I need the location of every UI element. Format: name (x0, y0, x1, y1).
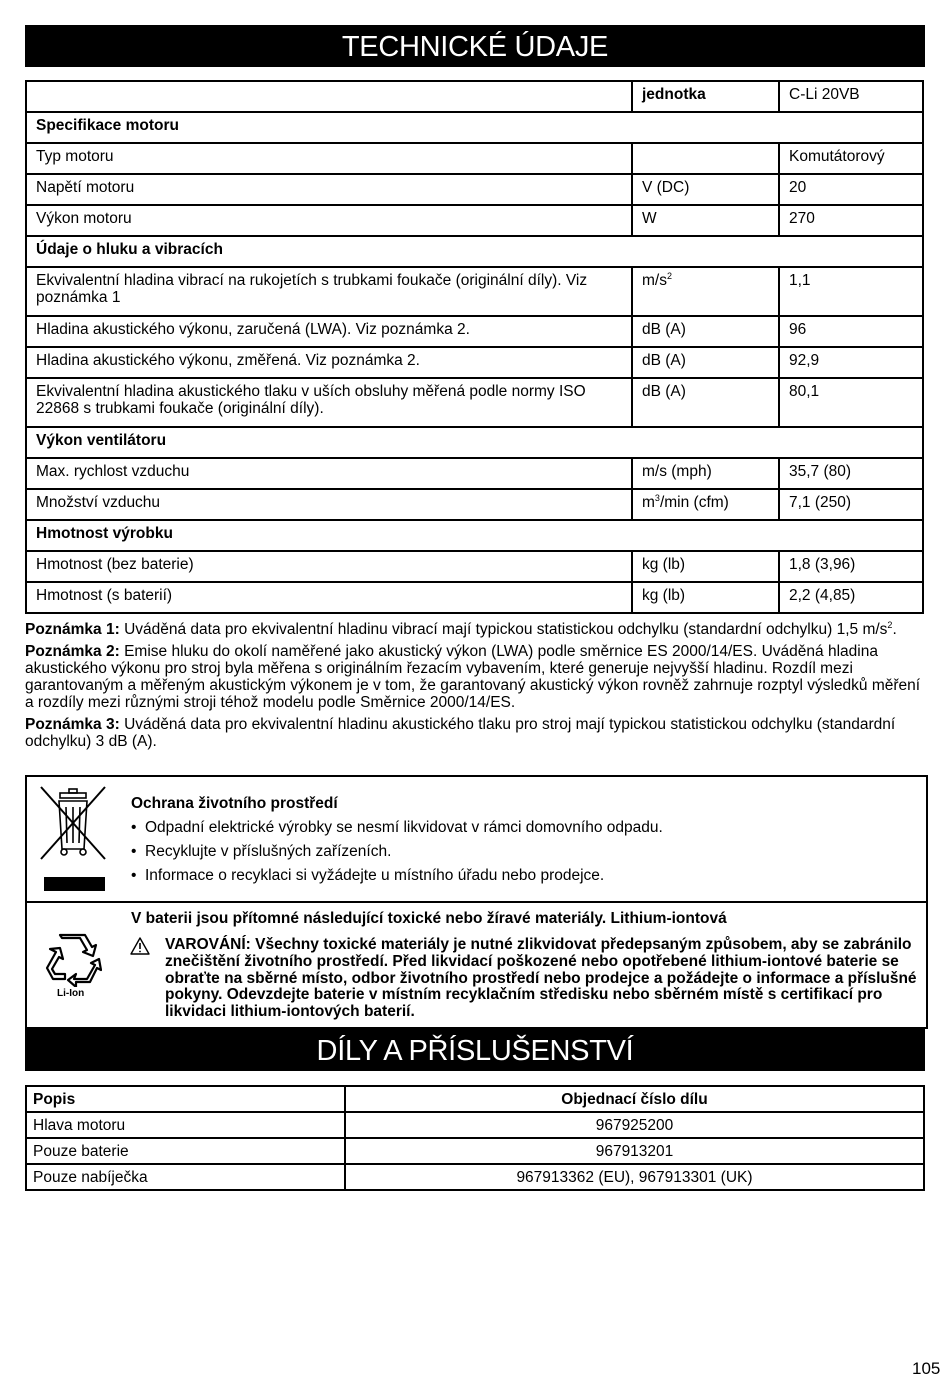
row-label: Napětí motoru (26, 174, 632, 205)
environment-heading: Ochrana životního prostředí (131, 795, 338, 812)
note-exponent: 2 (887, 620, 893, 630)
item-text: Informace o recyklaci si vyžádejte u místního úřadu nebo prodejce. (145, 867, 605, 884)
row-value: Komutátorový (779, 143, 923, 174)
table-row (26, 458, 923, 489)
table-row (26, 551, 923, 582)
item-text: Odpadní elektrické výrobky se nesmí likvidovat v rámci domovního odpadu. (145, 819, 663, 836)
list-item (131, 819, 663, 843)
note-end: . (892, 621, 897, 638)
note-text: Uváděná data pro ekvivalentní hladinu vibrací mají typickou statistickou odchylku (standardní odchylku) 1,5 m/s (119, 621, 888, 638)
section-row (26, 427, 923, 458)
table-row (26, 378, 923, 427)
part-number: 967925200 (345, 1112, 924, 1138)
row-label: Typ motoru (26, 143, 632, 174)
part-description: Hlava motoru (26, 1112, 345, 1138)
row-unit: kg (lb) (632, 582, 779, 613)
section-row (26, 520, 923, 551)
bullet: • (131, 843, 137, 860)
crossed-bin-icon (36, 783, 110, 863)
table-row (26, 143, 923, 174)
unit-base: m (642, 494, 655, 511)
row-label: Hladina akustického výkonu, změřená. Viz poznámka 2. (26, 347, 632, 378)
unit-column-header: jednotka (632, 81, 779, 112)
row-label: Hmotnost (bez baterie) (26, 551, 632, 582)
row-unit: dB (A) (632, 316, 779, 347)
tech-data-title: TECHNICKÉ ÚDAJE (25, 25, 925, 67)
section-weight: Hmotnost výrobku (26, 520, 923, 551)
note-label: Poznámka 2: (25, 643, 120, 660)
row-label: Max. rychlost vzduchu (26, 458, 632, 489)
unit-exponent: 3 (654, 493, 660, 503)
table-row (26, 205, 923, 236)
table-row (26, 489, 923, 520)
row-label: Hladina akustického výkonu, zaručená (LWA). Viz poznámka 2. (26, 316, 632, 347)
section-row (26, 236, 923, 267)
note-label: Poznámka 3: (25, 716, 120, 733)
row-value: 7,1 (250) (779, 489, 923, 520)
li-ion-label: Li-Ion (57, 988, 85, 999)
note-text: Emise hluku do okolí naměřené jako akustický výkon (LWA) podle směrnice ES 2000/14/ES. Uváděná hladina akustického výkonu pro stroj byla měřena s originálním řezacím vybavením, které generuje nejvyšší hladinu. Rozdíl mezi garantovaným a měřeným akustickým výkonem je v tom, že garantovaný akustický výkon rovněž zahrnuje rozptyl výsledků měření a rozdíly mezi různými stroji téhož modelu podle Směrnice 2000/14/ES. (25, 643, 921, 711)
note-text: Uváděná data pro ekvivalentní hladinu akustického tlaku pro stroj mají typickou statistickou odchylku (standardní odchylku) 3 dB (A). (25, 716, 896, 750)
row-unit: kg (lb) (632, 551, 779, 582)
row-value: 92,9 (779, 347, 923, 378)
battery-heading: V baterii jsou přítomné následující toxické nebo žíravé materiály. Lithium-iontová (131, 910, 727, 927)
unit-base: m/s (642, 272, 667, 289)
header-order-number: Objednací číslo dílu (345, 1086, 924, 1112)
part-number: 967913201 (345, 1138, 924, 1164)
page-number: 105 (912, 1359, 941, 1378)
section-noise: Údaje o hluku a vibracích (26, 236, 923, 267)
row-unit: dB (A) (632, 347, 779, 378)
row-unit: V (DC) (632, 174, 779, 205)
parts-title: DÍLY A PŘÍSLUŠENSTVÍ (25, 1029, 925, 1071)
item-text: Recyklujte v příslušných zařízeních. (145, 843, 392, 860)
row-value: 1,1 (779, 267, 923, 316)
table-row (26, 81, 923, 112)
table-row (26, 347, 923, 378)
section-fan: Výkon ventilátoru (26, 427, 923, 458)
row-unit (632, 489, 779, 520)
section-row (26, 112, 923, 143)
note-3 (25, 716, 927, 750)
row-unit: dB (A) (632, 378, 779, 427)
row-unit (632, 143, 779, 174)
unit-exponent: 2 (666, 271, 672, 281)
battery-warning: VAROVÁNÍ: Všechny toxické materiály je nutné zlikvidovat předepsaným způsobem, aby se zabránilo znečištění životního prostředí. Před likvidací poškozené nebo opotřebené lithium-iontové baterie se obraťte na sběrné místo, odbor životního prostředí nebo prodejce a požádejte o informace a příslušné pokyny. Odevzdejte baterie v místním recyklačním středisku nebo sběrném místě s certifikací pro likvidaci lithium-iontových baterií. (165, 936, 917, 1021)
section-motor: Specifikace motoru (26, 112, 923, 143)
part-description: Pouze baterie (26, 1138, 345, 1164)
notes (25, 621, 927, 755)
part-number: 967913362 (EU), 967913301 (UK) (345, 1164, 924, 1190)
row-label: Ekvivalentní hladina akustického tlaku v uších obsluhy měřená podle normy ISO 22868 s trubkami foukače (originální díly). (26, 378, 632, 427)
warning-icon (130, 937, 150, 955)
table-row (26, 1138, 924, 1164)
row-value: 35,7 (80) (779, 458, 923, 489)
note-label: Poznámka 1: (25, 621, 120, 638)
header-description: Popis (26, 1086, 345, 1112)
note-2 (25, 643, 927, 711)
divider (27, 901, 926, 903)
tech-data-table (25, 80, 924, 614)
row-value: 270 (779, 205, 923, 236)
row-unit: W (632, 205, 779, 236)
row-label: Množství vzduchu (26, 489, 632, 520)
model-column-header: C-Li 20VB (779, 81, 923, 112)
table-row (26, 1164, 924, 1190)
list-item (131, 867, 663, 891)
parts-table (25, 1085, 925, 1191)
part-description: Pouze nabíječka (26, 1164, 345, 1190)
bullet: • (131, 867, 137, 884)
row-unit (632, 267, 779, 316)
row-value: 96 (779, 316, 923, 347)
table-row (26, 174, 923, 205)
row-value: 2,2 (4,85) (779, 582, 923, 613)
note-1 (25, 621, 927, 638)
table-row (26, 316, 923, 347)
table-row (26, 1112, 924, 1138)
unit-rest: /min (cfm) (659, 494, 729, 511)
recycle-icon (40, 932, 102, 987)
table-header-row (26, 1086, 924, 1112)
table-row (26, 267, 923, 316)
environment-box (25, 775, 928, 1029)
row-value: 1,8 (3,96) (779, 551, 923, 582)
bullet: • (131, 819, 137, 836)
row-unit: m/s (mph) (632, 458, 779, 489)
environment-list (131, 819, 663, 891)
row-label: Hmotnost (s baterií) (26, 582, 632, 613)
row-value: 20 (779, 174, 923, 205)
row-label: Ekvivalentní hladina vibrací na rukojetích s trubkami foukače (originální díly). Viz poznámka 1 (26, 267, 632, 316)
row-value: 80,1 (779, 378, 923, 427)
list-item (131, 843, 663, 867)
row-label: Výkon motoru (26, 205, 632, 236)
table-row (26, 582, 923, 613)
black-bar (44, 877, 105, 891)
